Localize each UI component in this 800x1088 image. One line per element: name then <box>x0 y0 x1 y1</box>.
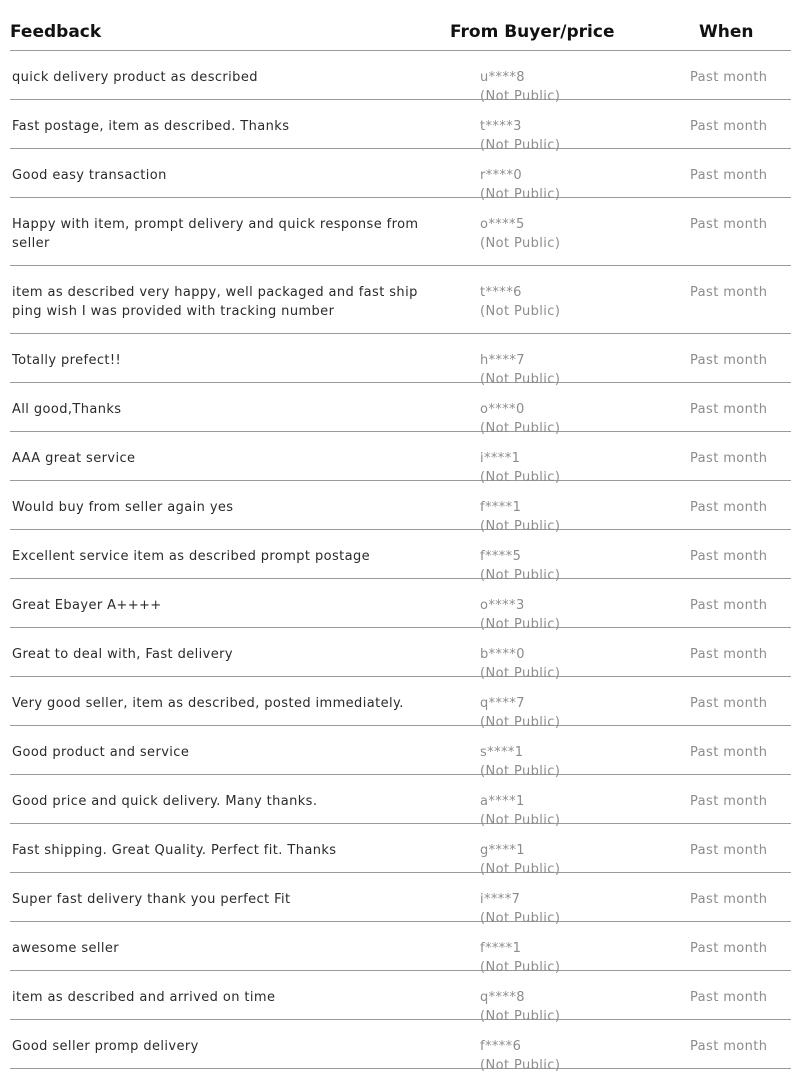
feedback-text: item as described very happy, well packaged and fast ship ping wish I was provided with tracking number <box>12 285 418 319</box>
feedback-time: Past month <box>690 892 768 907</box>
buyer-id: g****1 <box>480 843 525 858</box>
table-row <box>10 677 791 730</box>
table-row <box>10 432 791 485</box>
buyer-privacy-note: (Not Public) <box>480 89 561 104</box>
feedback-time: Past month <box>690 696 768 711</box>
buyer-id: i****7 <box>480 892 521 907</box>
table-header <box>10 0 791 51</box>
table-row <box>10 100 791 153</box>
feedback-text: Very good seller, item as described, posted immediately. <box>12 696 404 711</box>
column-header-buyer-price: From Buyer/price <box>450 22 615 42</box>
buyer-privacy-note: (Not Public) <box>480 1009 561 1024</box>
buyer-id: s****1 <box>480 745 524 760</box>
feedback-time: Past month <box>690 843 768 858</box>
buyer-id: q****8 <box>480 990 525 1005</box>
feedback-text: Excellent service item as described prompt postage <box>12 549 371 564</box>
table-row <box>10 971 791 1024</box>
feedback-text: Good price and quick delivery. Many thanks. <box>12 794 318 809</box>
buyer-privacy-note: (Not Public) <box>480 715 561 730</box>
feedback-text: Fast postage, item as described. Thanks <box>12 119 290 134</box>
feedback-text: AAA great service <box>12 451 136 466</box>
table-row <box>10 51 791 104</box>
table-row <box>10 873 791 926</box>
table-row <box>10 726 791 779</box>
table-row <box>10 824 791 877</box>
table-row <box>10 1020 791 1073</box>
feedback-text: Fast shipping. Great Quality. Perfect fit. Thanks <box>12 843 337 858</box>
buyer-id: i****1 <box>480 451 521 466</box>
buyer-id: f****5 <box>480 549 522 564</box>
feedback-time: Past month <box>690 794 768 809</box>
buyer-privacy-note: (Not Public) <box>480 813 561 828</box>
buyer-id: f****1 <box>480 941 522 956</box>
buyer-privacy-note: (Not Public) <box>480 519 561 534</box>
buyer-id: h****7 <box>480 353 525 368</box>
feedback-time: Past month <box>690 598 768 613</box>
feedback-text: Happy with item, prompt delivery and quick response from seller <box>12 217 419 251</box>
column-header-feedback: Feedback <box>10 22 102 42</box>
table-row <box>10 266 791 334</box>
buyer-privacy-note: (Not Public) <box>480 1058 561 1073</box>
table-row <box>10 579 791 632</box>
buyer-id: q****7 <box>480 696 525 711</box>
feedback-time: Past month <box>690 1039 768 1054</box>
buyer-privacy-note: (Not Public) <box>480 138 561 153</box>
buyer-privacy-note: (Not Public) <box>480 862 561 877</box>
table-row <box>10 530 791 583</box>
buyer-privacy-note: (Not Public) <box>480 568 561 583</box>
table-row <box>10 149 791 202</box>
table-row <box>10 628 791 681</box>
feedback-time: Past month <box>690 70 768 85</box>
buyer-id: a****1 <box>480 794 525 809</box>
buyer-id: t****6 <box>480 285 522 300</box>
feedback-text: Good easy transaction <box>12 168 167 183</box>
table-row <box>10 481 791 534</box>
feedback-text: All good,Thanks <box>12 402 122 417</box>
feedback-time: Past month <box>690 500 768 515</box>
feedback-text: Would buy from seller again yes <box>12 500 234 515</box>
feedback-text: Super fast delivery thank you perfect Fit <box>12 892 291 907</box>
table-row <box>10 922 791 975</box>
feedback-time: Past month <box>690 990 768 1005</box>
feedback-time: Past month <box>690 549 768 564</box>
feedback-text: Good product and service <box>12 745 190 760</box>
buyer-privacy-note: (Not Public) <box>480 764 561 779</box>
buyer-id: o****5 <box>480 217 525 232</box>
buyer-id: u****8 <box>480 70 525 85</box>
buyer-id: o****3 <box>480 598 525 613</box>
feedback-time: Past month <box>690 168 768 183</box>
buyer-privacy-note: (Not Public) <box>480 617 561 632</box>
feedback-text: Totally prefect!! <box>12 353 122 368</box>
buyer-privacy-note: (Not Public) <box>480 911 561 926</box>
buyer-id: f****6 <box>480 1039 522 1054</box>
buyer-id: o****0 <box>480 402 525 417</box>
feedback-time: Past month <box>690 451 768 466</box>
feedback-text: quick delivery product as described <box>12 70 258 85</box>
buyer-privacy-note: (Not Public) <box>480 421 561 436</box>
feedback-text: Great Ebayer A++++ <box>12 598 162 613</box>
feedback-time: Past month <box>690 402 768 417</box>
feedback-time: Past month <box>690 353 768 368</box>
feedback-time: Past month <box>690 941 768 956</box>
table-row <box>10 775 791 828</box>
buyer-privacy-note: (Not Public) <box>480 372 561 387</box>
feedback-time: Past month <box>690 217 768 232</box>
feedback-time: Past month <box>690 647 768 662</box>
buyer-id: r****0 <box>480 168 523 183</box>
feedback-text: Great to deal with, Fast delivery <box>12 647 233 662</box>
buyer-id: t****3 <box>480 119 522 134</box>
feedback-table <box>10 0 791 1073</box>
table-row <box>10 198 791 266</box>
buyer-privacy-note: (Not Public) <box>480 666 561 681</box>
buyer-privacy-note: (Not Public) <box>480 236 561 251</box>
feedback-text: item as described and arrived on time <box>12 990 276 1005</box>
feedback-text: Good seller promp delivery <box>12 1039 199 1054</box>
buyer-id: f****1 <box>480 500 522 515</box>
buyer-privacy-note: (Not Public) <box>480 470 561 485</box>
feedback-time: Past month <box>690 745 768 760</box>
buyer-privacy-note: (Not Public) <box>480 960 561 975</box>
table-row <box>10 383 791 436</box>
table-row <box>10 334 791 387</box>
buyer-privacy-note: (Not Public) <box>480 304 561 319</box>
feedback-time: Past month <box>690 119 768 134</box>
feedback-text: awesome seller <box>12 941 120 956</box>
feedback-time: Past month <box>690 285 768 300</box>
buyer-id: b****0 <box>480 647 525 662</box>
column-header-when: When <box>699 22 754 42</box>
buyer-privacy-note: (Not Public) <box>480 187 561 202</box>
